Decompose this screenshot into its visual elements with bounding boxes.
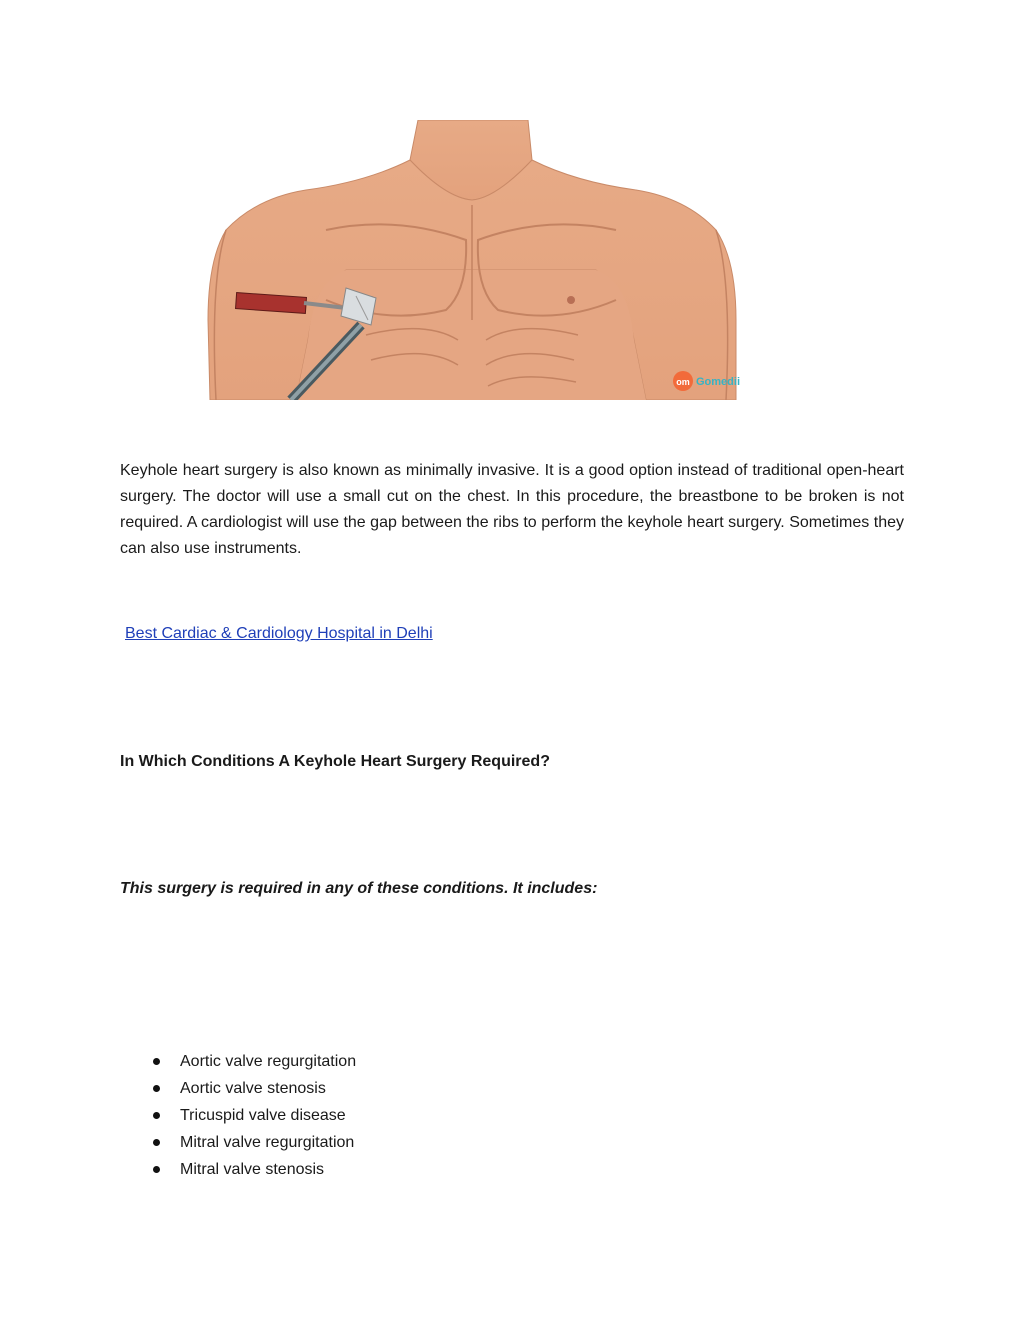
- conditions-list: [150, 1048, 356, 1183]
- chest-surgery-illustration: [196, 120, 746, 400]
- list-item: Aortic valve stenosis: [150, 1075, 356, 1102]
- bullet-icon: [153, 1166, 160, 1173]
- list-item: Mitral valve regurgitation: [150, 1129, 356, 1156]
- svg-text:Gomedii: Gomedii: [696, 376, 741, 388]
- bullet-icon: [153, 1085, 160, 1092]
- bullet-icon: [153, 1139, 160, 1146]
- hospital-link[interactable]: Best Cardiac & Cardiology Hospital in Delhi: [125, 625, 433, 642]
- svg-text:om: om: [676, 377, 690, 387]
- intro-paragraph: Keyhole heart surgery is also known as minimally invasive. It is a good option instead of traditional open-heart surgery. The doctor will use a small cut on the chest. In this procedure, the breastbone to be broken is not required. A cardiologist will use the gap between the ribs to perform the keyhole heart surgery. Sometimes they can also use instruments.: [120, 462, 904, 557]
- list-item: Mitral valve stenosis: [150, 1156, 356, 1183]
- bullet-icon: [153, 1112, 160, 1119]
- bullet-icon: [153, 1058, 160, 1065]
- conditions-intro: This surgery is required in any of these conditions. It includes:: [120, 880, 598, 897]
- list-item: Aortic valve regurgitation: [150, 1048, 356, 1075]
- section-heading: In Which Conditions A Keyhole Heart Surgery Required?: [120, 753, 550, 770]
- torso-drawing: [196, 120, 746, 400]
- list-item: Tricuspid valve disease: [150, 1102, 356, 1129]
